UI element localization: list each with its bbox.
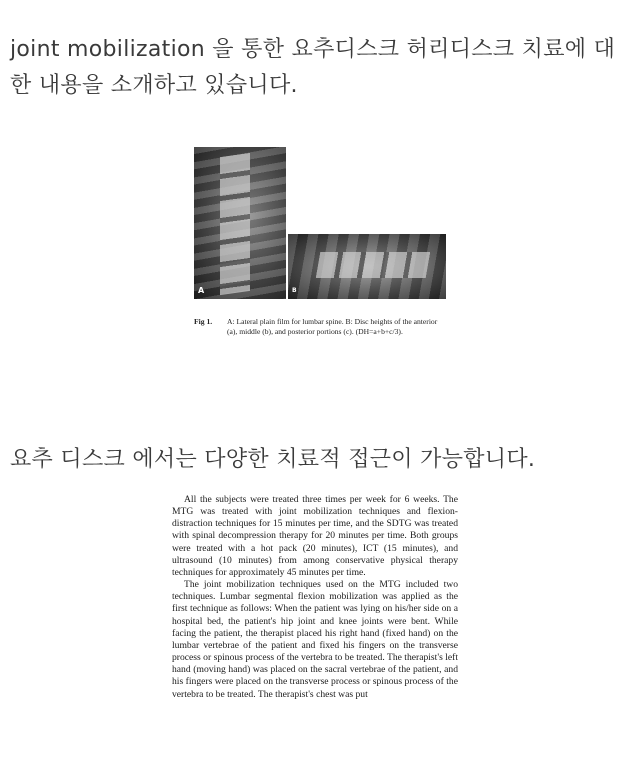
figure	[194, 147, 446, 355]
excerpt-paragraph-1: All the subjects were treated three times per week for 6 weeks. The MTG was treated with joint mobilization techniques and flexion-distraction techniques for 15 minutes per time, and the SDTG was treated with spinal decompression therapy for 20 minutes per time. Both groups were treated with a hot pack (20 minutes), ICT (15 minutes), and ultrasound (10 minutes) from among conservative physical therapy techniques for approximately 45 minutes per time.	[172, 494, 458, 578]
section-paragraph: 요추 디스크 에서는 다양한 치료적 접근이 가능합니다.	[10, 447, 536, 472]
caption-text: A: Lateral plain film for lumbar spine. B: Disc heights of the anterior (a), middle (b), and posterior portions (c). (DH=a+b+c/3).	[227, 317, 438, 336]
caption-label: Fig 1.	[194, 317, 213, 326]
disc-segment	[316, 252, 431, 278]
xray-image-disc-height	[288, 234, 446, 299]
excerpt-paragraph-2: The joint mobilization techniques used on the MTG included two techniques. Lumbar segmental flexion mobilization was applied as the first technique as follows: When the patient was lying on his/her side on a hospital bed, the patient's hip joint and knee joints were bent. While facing the patient, the therapist placed his right hand (fixed hand) on the lumbar vertebrae of the patient and fixed his fingers on the transverse process or spinous process of the vertebra to be treated. The therapist's left hand (moving hand) was placed on the sacral vertebrae of the patient, and his fingers were placed on the transverse process or spinous process of the vertebra to be treated. The therapist's chest was put	[172, 579, 458, 700]
intro-paragraph: joint mobilization 을 통한 요추디스크 허리디스크 치료에 대한 내용을 소개하고 있습니다.	[10, 37, 616, 98]
vertebral-column	[220, 153, 250, 295]
panel-label-a: A	[198, 286, 205, 295]
panel-label-b: B	[292, 287, 297, 294]
paper-excerpt	[172, 494, 458, 701]
figure-caption	[194, 317, 446, 336]
xray-image-lateral-lumbar	[194, 147, 286, 299]
